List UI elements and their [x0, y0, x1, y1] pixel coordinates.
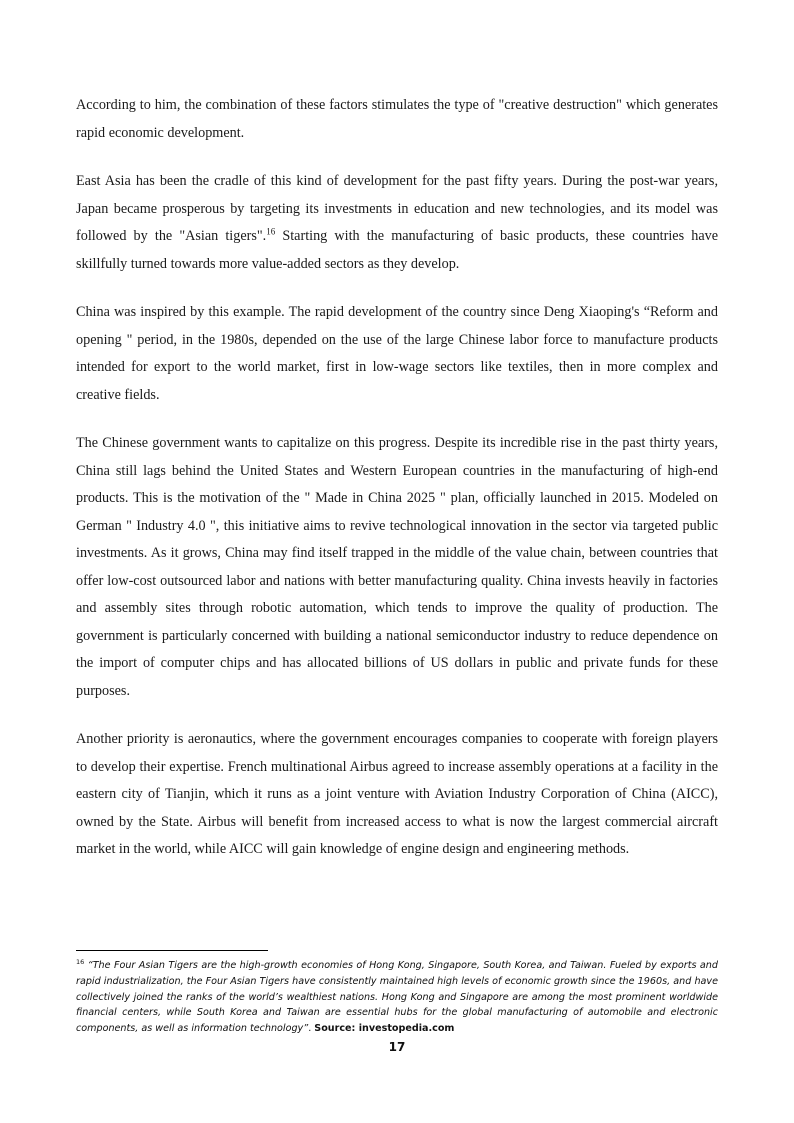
footnote-separator — [76, 950, 268, 951]
paragraph-2 — [76, 168, 718, 278]
body-text — [76, 92, 718, 885]
footnote-number: 16 — [76, 957, 85, 966]
paragraph-3: China was inspired by this example. The rapid development of the country since Deng Xiaoping's “Reform and opening " period, in the 1980s, depended on the use of the large Chinese labor force to manufacture products intended for export to the world market, first in low-wage sectors like textiles, then in more complex and creative fields. — [76, 304, 718, 403]
paragraph-2-text-after: Starting with the manufacturing of basic products, these countries have skillfully turned towards more value-added sectors as they develop. — [76, 228, 719, 272]
paragraph-2-text-before: East Asia has been the cradle of this kind of development for the past fifty years. During the post-war years, Japan became prosperous by targeting its investments in education and new technologies, and its model was followed by the "Asian tigers". — [76, 173, 718, 244]
footnote-quote: “The Four Asian Tigers are the high-growth economies of Hong Kong, Singapore, South Korea, and Taiwan. Fueled by exports and rapid industrialization, the Four Asian Tigers have consistently maintained high levels of economic growth since the 1960s, and have collectively joined the ranks of the world’s wealthiest nations. Hong Kong and Singapore are among the most prominent worldwide financial centers, while South Korea and Taiwan are essential hubs for the global manufacturing of automobile and electronic components, as well as information technology” — [76, 960, 718, 1035]
footnote-source: Source: investopedia.com — [314, 1023, 455, 1035]
page-number: 17 — [388, 1040, 406, 1054]
footnote — [76, 958, 718, 1037]
footnote-reference[interactable]: 16 — [266, 226, 276, 237]
paragraph-1: According to him, the combination of these factors stimulates the type of "creative destruction" which generates rapid economic development. — [76, 97, 718, 141]
paragraph-4: The Chinese government wants to capitalize on this progress. Despite its incredible rise in the past thirty years, China still lags behind the United States and Western European countries in the manufacturing of high-end products. This is the motivation of the " Made in China 2025 " plan, officially launched in 2015. Modeled on German " Industry 4.0 ", this initiative aims to revive technological innovation in the sector via targeted public investments. As it grows, China may find itself trapped in the middle of the value chain, between countries that offer low-cost outsourced labor and nations with better manufacturing quality. China invests heavily in factories and assembly sites through robotic automation, which tends to improve the quality of production. The government is particularly concerned with building a national semiconductor industry to reduce dependence on the import of computer chips and has allocated billions of US dollars in public and private funds for these purposes. — [76, 435, 718, 699]
footnote-separator-text: . — [308, 1023, 315, 1035]
paragraph-5: Another priority is aeronautics, where the government encourages companies to cooperate with foreign players to develop their expertise. French multinational Airbus agreed to increase assembly operations at a facility in the eastern city of Tianjin, which it runs as a joint venture with Aviation Industry Corporation of China (AICC), owned by the State. Airbus will benefit from increased access to what is now the largest commercial aircraft market in the world, while AICC will gain knowledge of engine design and engineering methods. — [76, 731, 718, 857]
